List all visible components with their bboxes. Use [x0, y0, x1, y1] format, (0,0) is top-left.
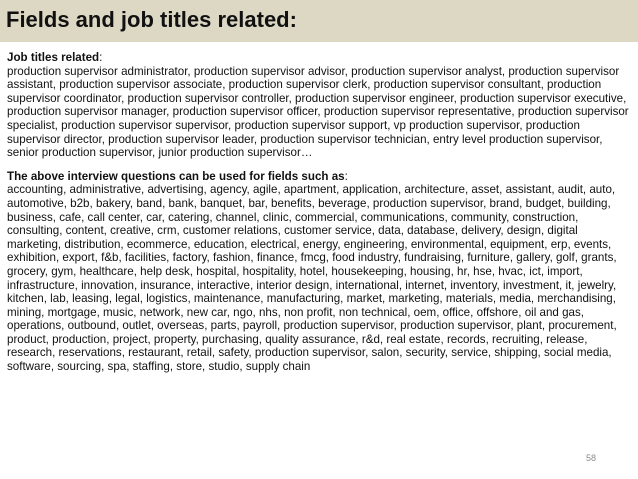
- title-bar: [0, 0, 638, 42]
- fields-heading-label: The above interview questions can be used for fields such as: [7, 169, 345, 183]
- slide-title: Fields and job titles related:: [6, 7, 297, 32]
- job-titles-heading-label: Job titles related: [7, 51, 100, 64]
- fields-list: accounting, administrative, advertising, agency, agile, apartment, application, architecture, asset, assistant, audit, auto, automotive, b2b, bakery, band, bank, banquet, bar, benefits, beverage, production supervisor, brand, budget, building, business, cafe, call center, car, catering, channel, clinic, commercial, communications, community, construction, consulting, content, creative, crm, customer relations, customer service, data, database, delivery, design, digital marketing, distribution, ecommerce, education, electrical, energy, engineering, environmental, equipment, erp, events, exhibition, export, f&b, facilities, factory, fashion, finance, fmcg, food industry, fundraising, furniture, gallery, golf, grants, grocery, gym, healthcare, help desk, hospital, hospitality, hotel, housekeeping, housing, hr, hse, hvac, ict, import, infrastructure, innovation, insurance, interactive, interior design, international, internet, inventory, investment, it, jewelry, kitchen, lab, leasing, legal, logistics, maintenance, manufacturing, market, marketing, materials, media, merchandising, mining, mortgage, music, network, new car, ngo, nhs, non profit, non technical, oem, office, offshore, oil and gas, operations, outbound, outlet, overseas, parts, payroll, production supervisor, production supervisor, plant, procurement, product, production, project, property, purchasing, quality assurance, r&d, real estate, records, recruiting, release, research, reservations, restaurant, retail, safety, production supervisor, salon, security, service, shipping, social media, software, sourcing, spa, staffing, store, studio, supply chain: [7, 183, 617, 374]
- fields-heading-colon: :: [344, 169, 348, 183]
- job-titles-heading-colon: :: [99, 51, 103, 64]
- job-titles-heading: [7, 51, 633, 65]
- fields-heading: [7, 170, 633, 184]
- section-spacer: [7, 160, 633, 170]
- page-number: 58: [586, 453, 597, 463]
- job-titles-list: production supervisor administrator, production supervisor advisor, production supervisor analyst, production supervisor assistant, production supervisor associate, production supervisor clerk, production supervisor consultant, production supervisor coordinator, production supervisor controller, production supervisor engineer, production supervisor executive, production supervisor manager, production supervisor officer, production supervisor representative, production supervisor specialist, production supervisor supervisor, production supervisor support, vp production supervisor, production supervisor director, production supervisor leader, production supervisor technician, entry level production supervisor, senior production supervisor, junior production supervisor…: [7, 64, 629, 160]
- slide-content: [7, 51, 633, 374]
